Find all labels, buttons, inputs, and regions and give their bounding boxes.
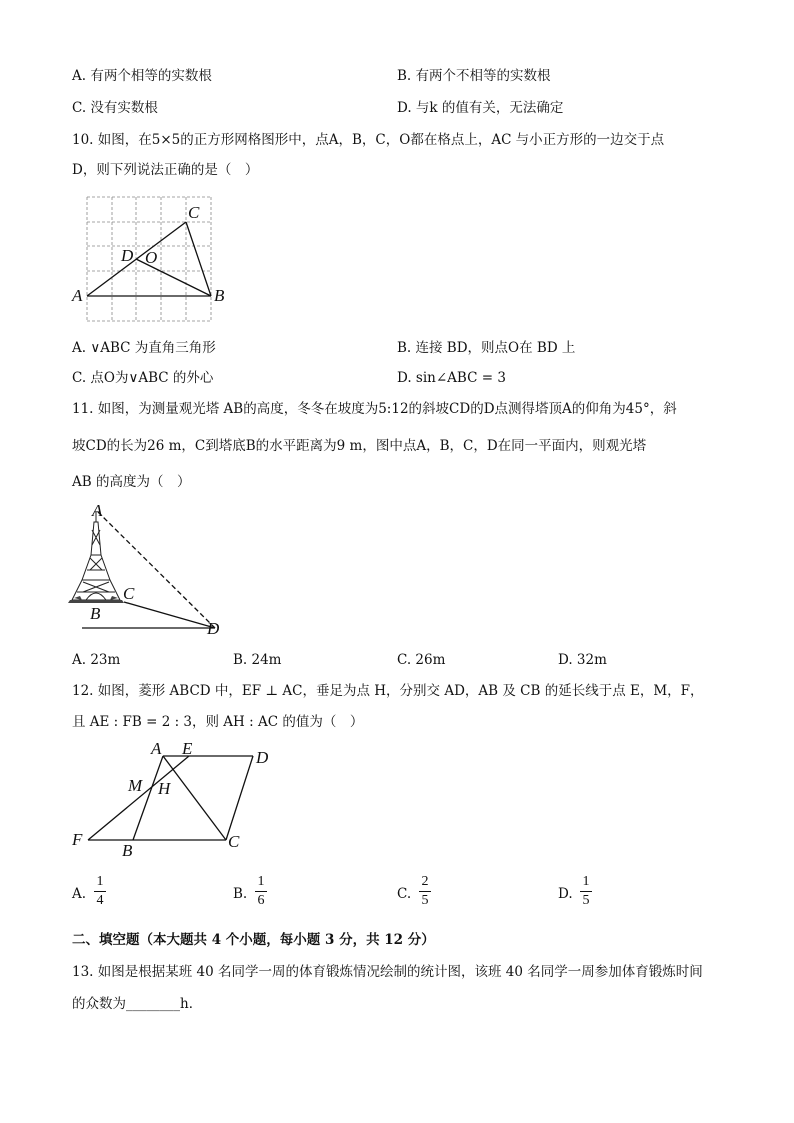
q13-stem-line1: 13. 如图是根据某班 40 名同学一周的体育锻炼情况绘制的统计图，该班 40 名同学一周参加体育锻炼时间 [72, 964, 703, 980]
q11-stem-line3: AB 的高度为（ ） [72, 474, 191, 490]
fraction-numerator: 2 [421, 874, 429, 889]
q12-label-h: H [158, 779, 171, 798]
fraction-denominator: 4 [96, 893, 104, 908]
q12-option-a-letter: A. [72, 886, 87, 902]
fraction-denominator: 5 [582, 893, 590, 908]
fraction-numerator: 1 [257, 874, 265, 889]
fraction-denominator: 5 [421, 893, 429, 908]
q10-grid-figure [70, 190, 240, 330]
q11-tower-figure [68, 500, 238, 640]
fraction-numerator: 1 [582, 874, 590, 889]
q10-option-c: C. 点O为∨ABC 的外心 [72, 370, 214, 386]
q12-option-c-letter: C. [397, 886, 412, 902]
q12-option-d-fraction [580, 874, 592, 909]
q12-label-f: F [72, 830, 83, 849]
q10-label-a: A [72, 286, 83, 305]
q12-option-b-fraction [255, 874, 267, 909]
q9-option-a: A. 有两个相等的实数根 [72, 68, 212, 84]
fraction-numerator: 1 [96, 874, 104, 889]
q12-option-d-letter: D. [558, 886, 573, 902]
q11-label-d: D [207, 619, 220, 638]
q12-rhombus [88, 756, 253, 840]
q12-option-b-letter: B. [233, 886, 248, 902]
q11-option-a: A. 23m [72, 652, 121, 668]
q12-option-a-fraction [94, 874, 106, 909]
q9-option-b: B. 有两个不相等的实数根 [397, 68, 551, 84]
q12-rhombus-figure [68, 735, 288, 860]
q9-option-d: D. 与k 的值有关，无法确定 [397, 100, 564, 116]
q12-option-c-fraction [419, 874, 431, 909]
q11-option-d: D. 32m [558, 652, 607, 668]
q10-label-c: C [188, 203, 200, 222]
q10-option-b: B. 连接 BD，则点O在 BD 上 [397, 340, 576, 356]
q11-stem-line2: 坡CD的长为26 m，C到塔底B的水平距离为9 m，图中点A，B，C，D在同一平面内，则观光塔 [72, 438, 647, 454]
q12-label-b: B [122, 841, 133, 860]
q11-option-c: C. 26m [397, 652, 446, 668]
tower-drawing [72, 512, 120, 600]
q11-option-b: B. 24m [233, 652, 282, 668]
q10-label-o: O [145, 248, 158, 267]
section-heading: 二、填空题（本大题共 4 个小题，每小题 3 分，共 12 分） [72, 932, 435, 948]
q10-option-a: A. ∨ABC 为直角三角形 [72, 340, 216, 356]
q11-label-c: C [123, 584, 135, 603]
q10-stem-line2: D，则下列说法正确的是（ ） [72, 162, 259, 178]
q12-label-a: A [151, 739, 162, 758]
q10-stem-line1: 10. 如图，在5×5的正方形网格图形中，点A，B，C，O都在格点上，AC 与小正方形的一边交于点 [72, 132, 665, 148]
q12-label-d: D [256, 748, 269, 767]
q9-option-c: C. 没有实数根 [72, 100, 158, 116]
q10-label-b: B [214, 286, 225, 305]
q12-label-m: M [128, 776, 143, 795]
q12-stem-line1: 12. 如图，菱形 ABCD 中，EF ⊥ AC，垂足为点 H，分别交 AD，AB 及 CB 的延长线于点 E，M，F， [72, 683, 704, 699]
q10-option-d: D. sin∠ABC = 3 [397, 370, 506, 386]
q12-stem-line2: 且 AE : FB = 2 : 3，则 AH : AC 的值为（ ） [72, 714, 364, 730]
q10-label-d: D [121, 246, 134, 265]
q12-label-c: C [228, 832, 240, 851]
q11-stem-line1: 11. 如图，为测量观光塔 AB的高度，冬冬在坡度为5:12的斜坡CD的D点测得塔顶A的仰角为45°，斜 [72, 401, 677, 417]
q13-stem-line2: 的众数为________h． [72, 996, 203, 1012]
fraction-denominator: 6 [257, 893, 265, 908]
q12-label-e: E [182, 739, 193, 758]
q11-label-a: A [92, 501, 103, 520]
q11-label-b: B [90, 604, 101, 623]
